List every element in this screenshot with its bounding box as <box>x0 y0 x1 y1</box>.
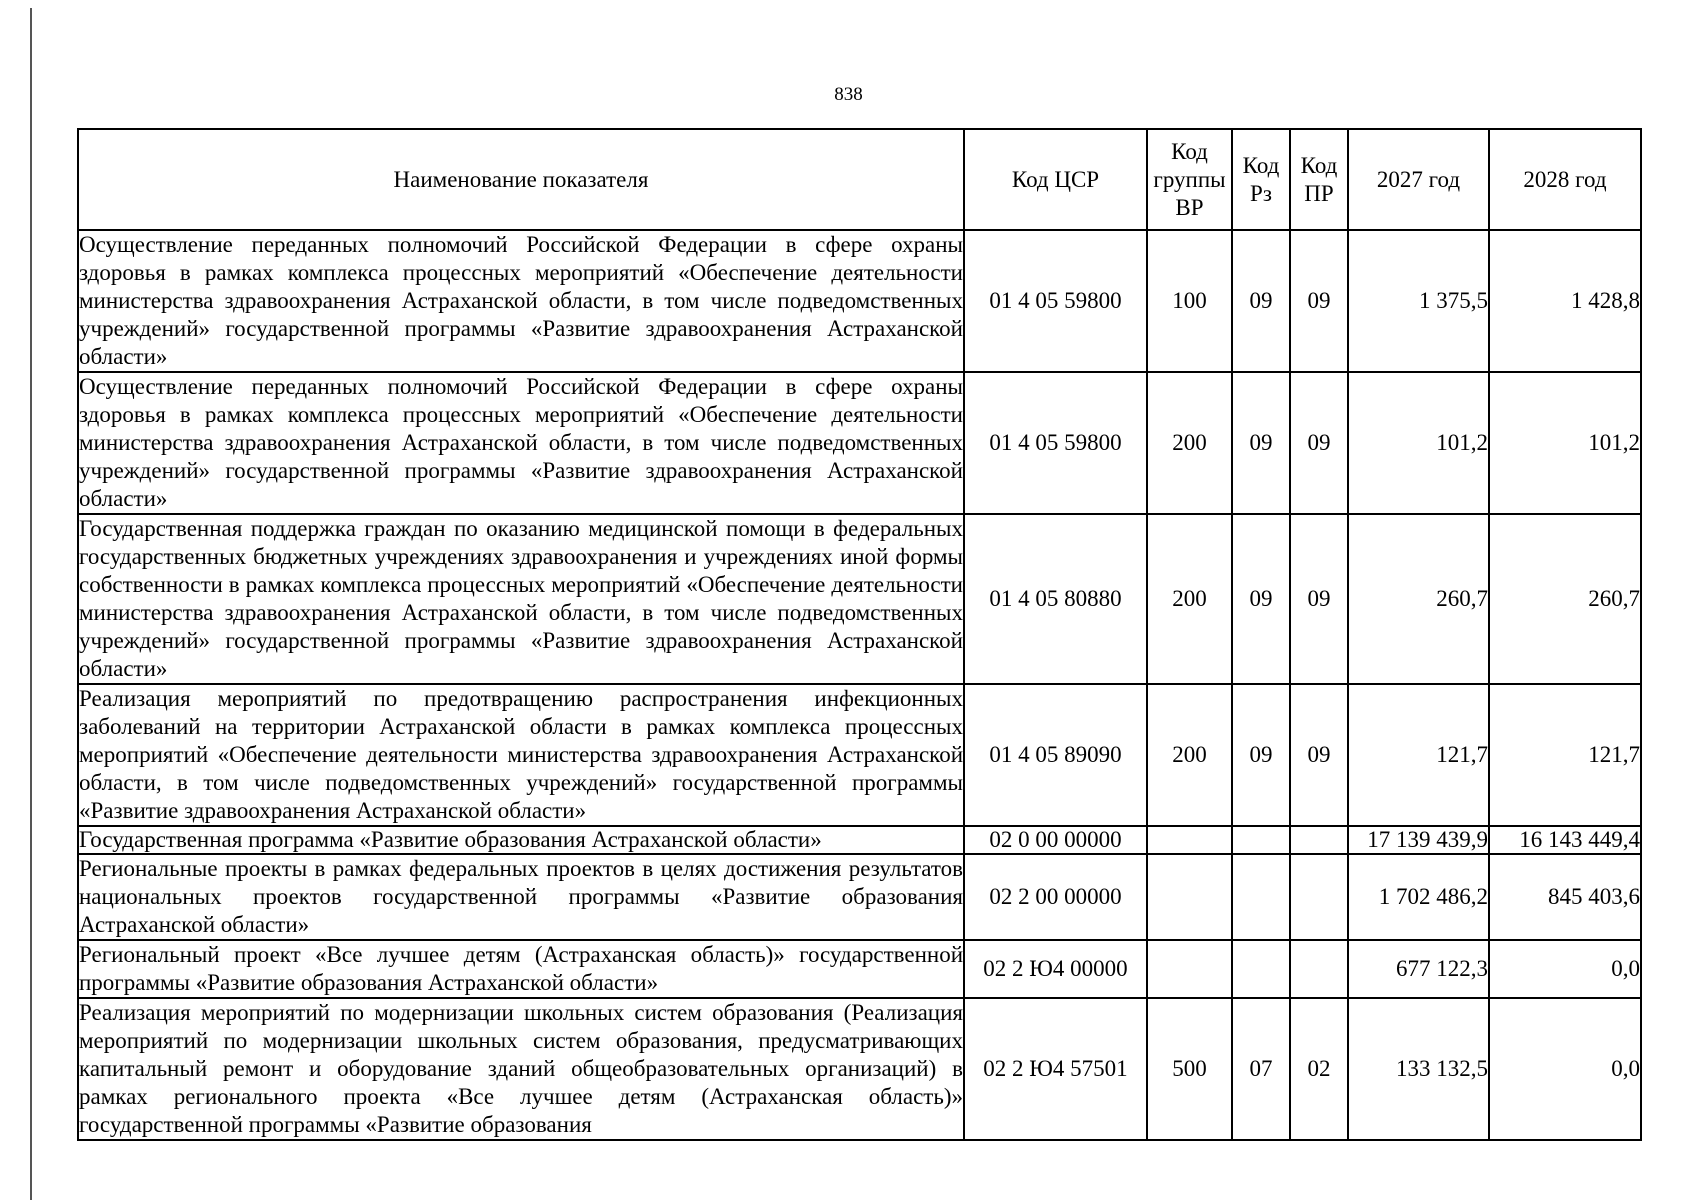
row-name: Осуществление переданных полномочий Российской Федерации в сфере охраны здоровья в рамках комплекса процессных мероприятий «Обеспечение деятельности министерства здравоохранения Астраханской области, в том числе подведомственных учреждений» государственной программы «Развитие здравоохранения Астраханской области» <box>78 372 964 514</box>
page-edge-rule <box>30 8 32 1200</box>
table-row <box>78 514 1641 684</box>
header-2027: 2027 год <box>1348 129 1489 230</box>
row-csr: 01 4 05 59800 <box>964 372 1147 514</box>
table-row <box>78 684 1641 826</box>
row-2027: 121,7 <box>1348 684 1489 826</box>
row-2028: 121,7 <box>1489 684 1641 826</box>
row-name: Реализация мероприятий по предотвращению распространения инфекционных заболеваний на территории Астраханской области в рамках комплекса процессных мероприятий «Обеспечение деятельности министерства здравоохранения Астраханской области, в том числе подведомственных учреждений» государственной программы «Развитие здравоохранения Астраханской области» <box>78 684 964 826</box>
row-csr: 02 0 00 00000 <box>964 826 1147 854</box>
row-vr <box>1147 854 1232 940</box>
row-rz <box>1232 854 1290 940</box>
row-csr: 01 4 05 89090 <box>964 684 1147 826</box>
row-2027: 17 139 439,9 <box>1348 826 1489 854</box>
row-name: Государственная программа «Развитие образования Астраханской области» <box>78 826 964 854</box>
row-pr <box>1290 826 1348 854</box>
header-pr: Код ПР <box>1290 129 1348 230</box>
row-vr: 200 <box>1147 684 1232 826</box>
row-pr: 09 <box>1290 372 1348 514</box>
row-rz: 09 <box>1232 230 1290 372</box>
row-2028: 845 403,6 <box>1489 854 1641 940</box>
row-2027: 260,7 <box>1348 514 1489 684</box>
row-name: Реализация мероприятий по модернизации школьных систем образования (Реализация мероприятий по модернизации школьных систем образования, предусматривающих капитальный ремонт и оборудование зданий общеобразовательных организаций) в рамках регионального проекта «Все лучшее детям (Астраханская область)» государственной программы «Развитие образования <box>78 998 964 1140</box>
row-2028: 101,2 <box>1489 372 1641 514</box>
row-pr <box>1290 940 1348 998</box>
table-row <box>78 998 1641 1140</box>
row-2028: 16 143 449,4 <box>1489 826 1641 854</box>
row-vr <box>1147 826 1232 854</box>
row-vr: 500 <box>1147 998 1232 1140</box>
header-name: Наименование показателя <box>78 129 964 230</box>
row-2027: 1 375,5 <box>1348 230 1489 372</box>
row-rz: 09 <box>1232 372 1290 514</box>
row-csr: 01 4 05 59800 <box>964 230 1147 372</box>
row-csr: 02 2 Ю4 57501 <box>964 998 1147 1140</box>
row-rz <box>1232 940 1290 998</box>
header-vr: Код группы ВР <box>1147 129 1232 230</box>
row-csr: 02 2 Ю4 00000 <box>964 940 1147 998</box>
page-number: 838 <box>834 84 863 105</box>
row-2028: 260,7 <box>1489 514 1641 684</box>
table-row <box>78 826 1641 854</box>
row-vr: 200 <box>1147 372 1232 514</box>
row-name: Региональные проекты в рамках федеральных проектов в целях достижения результатов национальных проектов государственной программы «Развитие образования Астраханской области» <box>78 854 964 940</box>
table-row <box>78 372 1641 514</box>
header-rz: Код Рз <box>1232 129 1290 230</box>
row-vr: 200 <box>1147 514 1232 684</box>
row-pr <box>1290 854 1348 940</box>
row-pr: 09 <box>1290 684 1348 826</box>
table-row <box>78 854 1641 940</box>
header-csr: Код ЦСР <box>964 129 1147 230</box>
table-header-row <box>78 129 1641 230</box>
row-csr: 01 4 05 80880 <box>964 514 1147 684</box>
row-2028: 0,0 <box>1489 940 1641 998</box>
row-2028: 0,0 <box>1489 998 1641 1140</box>
row-csr: 02 2 00 00000 <box>964 854 1147 940</box>
row-name: Государственная поддержка граждан по оказанию медицинской помощи в федеральных государственных бюджетных учреждениях здравоохранения и учреждениях иной формы собственности в рамках комплекса процессных мероприятий «Обеспечение деятельности министерства здравоохранения Астраханской области, в том числе подведомственных учреждений» государственной программы «Развитие здравоохранения Астраханской области» <box>78 514 964 684</box>
table-row <box>78 940 1641 998</box>
row-rz: 09 <box>1232 684 1290 826</box>
row-2028: 1 428,8 <box>1489 230 1641 372</box>
row-name: Осуществление переданных полномочий Российской Федерации в сфере охраны здоровья в рамках комплекса процессных мероприятий «Обеспечение деятельности министерства здравоохранения Астраханской области, в том числе подведомственных учреждений» государственной программы «Развитие здравоохранения Астраханской области» <box>78 230 964 372</box>
row-2027: 1 702 486,2 <box>1348 854 1489 940</box>
row-2027: 101,2 <box>1348 372 1489 514</box>
row-2027: 677 122,3 <box>1348 940 1489 998</box>
row-name: Региональный проект «Все лучшее детям (Астраханская область)» государственной программы «Развитие образования Астраханской области» <box>78 940 964 998</box>
table-row <box>78 230 1641 372</box>
budget-table <box>77 128 1642 1141</box>
row-rz: 07 <box>1232 998 1290 1140</box>
row-vr: 100 <box>1147 230 1232 372</box>
row-rz <box>1232 826 1290 854</box>
row-2027: 133 132,5 <box>1348 998 1489 1140</box>
row-rz: 09 <box>1232 514 1290 684</box>
row-pr: 02 <box>1290 998 1348 1140</box>
row-vr <box>1147 940 1232 998</box>
row-pr: 09 <box>1290 230 1348 372</box>
row-pr: 09 <box>1290 514 1348 684</box>
header-2028: 2028 год <box>1489 129 1641 230</box>
